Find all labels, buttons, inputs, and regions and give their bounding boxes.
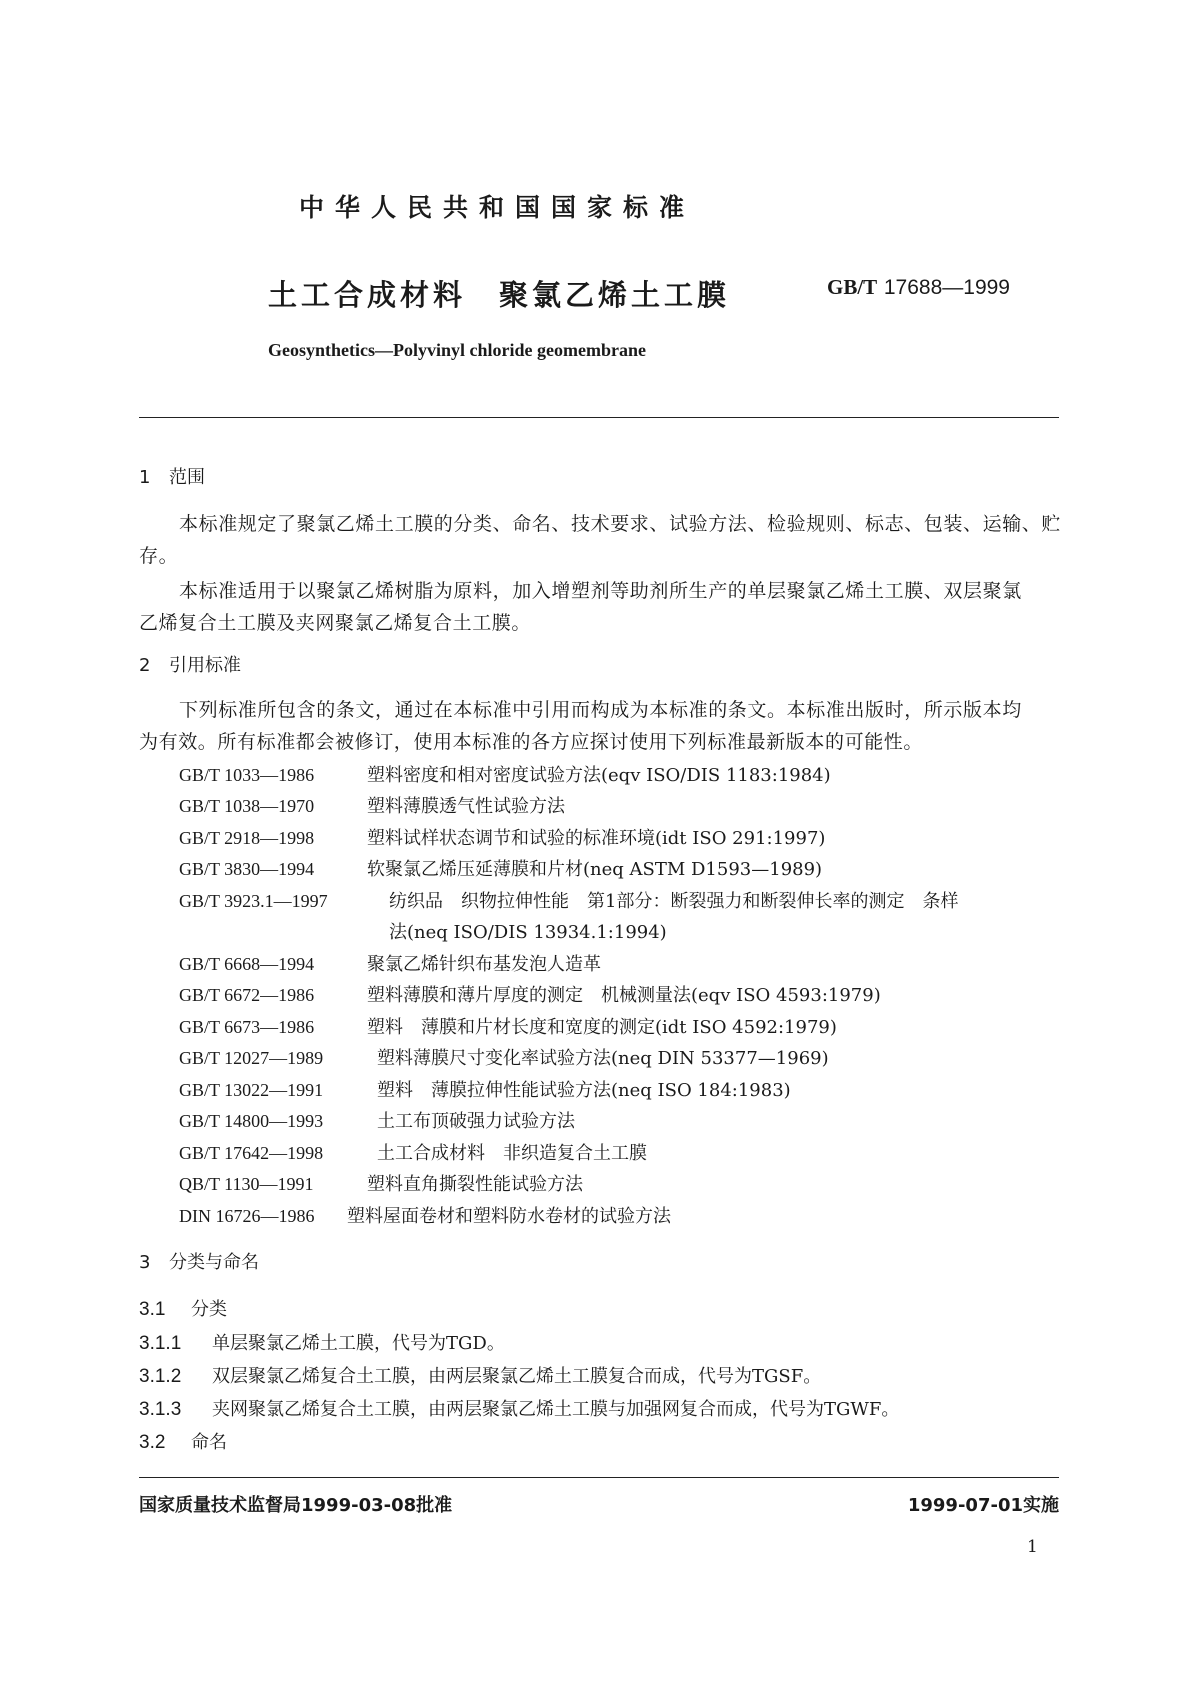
reference-title: 土工布顶破强力试验方法 xyxy=(377,1111,575,1132)
reference-title: 塑料屋面卷材和塑料防水卷材的试验方法 xyxy=(347,1206,671,1227)
clause-number: 3.1.2 xyxy=(139,1366,182,1387)
reference-title: 软聚氯乙烯压延薄膜和片材(neq ASTM D1593—1989) xyxy=(367,859,823,880)
clause-item xyxy=(139,1295,227,1321)
reference-item-continuation: 法(neq ISO/DIS 13934.1:1994) xyxy=(389,922,667,943)
reference-title: 塑料薄膜透气性试验方法 xyxy=(367,796,565,817)
section-number: 1 xyxy=(139,467,151,488)
effective-date: 1999-07-01实施 xyxy=(907,1495,1059,1516)
reference-code: GB/T 2918—1998 xyxy=(179,828,315,848)
reference-code: GB/T 14800—1993 xyxy=(179,1111,324,1131)
clause-item xyxy=(139,1329,505,1355)
clause-number: 3.1.3 xyxy=(139,1399,182,1420)
reference-title: 塑料薄膜尺寸变化率试验方法(neq DIN 53377—1969) xyxy=(377,1048,829,1069)
reference-code: GB/T 6673—1986 xyxy=(179,1017,315,1037)
clause-text: 夹网聚氯乙烯复合土工膜，由两层聚氯乙烯土工膜与加强网复合而成，代号为TGWF。 xyxy=(212,1399,900,1420)
clause-text: 分类 xyxy=(191,1299,227,1320)
reference-title: 塑料薄膜和薄片厚度的测定 机械测量法(eqv ISO 4593:1979) xyxy=(367,985,881,1006)
standard-code-prefix: GB/T xyxy=(827,275,878,299)
section-2-heading xyxy=(139,651,241,677)
section-1-heading xyxy=(139,463,205,489)
page-number: 1 xyxy=(1027,1537,1038,1557)
reference-title: 土工合成材料 非织造复合土工膜 xyxy=(377,1143,647,1164)
reference-title: 聚氯乙烯针织布基发泡人造革 xyxy=(367,954,601,975)
reference-code: GB/T 6668—1994 xyxy=(179,954,315,974)
reference-item xyxy=(179,1076,791,1102)
clause-number: 3.1.1 xyxy=(139,1333,182,1354)
reference-item xyxy=(179,792,565,818)
clause-text: 双层聚氯乙烯复合土工膜，由两层聚氯乙烯土工膜复合而成，代号为TGSF。 xyxy=(212,1366,822,1387)
paragraph-line: 乙烯复合土工膜及夹网聚氯乙烯复合土工膜。 xyxy=(139,612,532,634)
reference-item xyxy=(179,950,601,976)
reference-title: 塑料 薄膜拉伸性能试验方法(neq ISO 184:1983) xyxy=(377,1080,791,1101)
clause-item xyxy=(139,1428,227,1454)
english-title: Geosynthetics—Polyvinyl chloride geomembrane xyxy=(268,340,646,360)
clause-item xyxy=(139,1362,821,1388)
reference-code: GB/T 13022—1991 xyxy=(179,1080,324,1100)
section-number: 2 xyxy=(139,655,151,676)
reference-title: 塑料试样状态调节和试验的标准环境(idt ISO 291:1997) xyxy=(367,828,826,849)
reference-item xyxy=(179,1044,829,1070)
clause-text: 命名 xyxy=(191,1432,227,1453)
section-title: 范围 xyxy=(169,467,205,488)
paragraph-line: 本标准适用于以聚氯乙烯树脂为原料，加入增塑剂等助剂所生产的单层聚氯乙烯土工膜、双层聚氯 xyxy=(179,580,1022,602)
clause-number: 3.2 xyxy=(139,1432,166,1453)
reference-item xyxy=(179,1170,583,1196)
reference-item xyxy=(179,1139,647,1165)
reference-code: GB/T 3830—1994 xyxy=(179,859,315,879)
header-divider xyxy=(139,417,1059,418)
section-number: 3 xyxy=(139,1252,151,1273)
reference-item xyxy=(179,1013,837,1039)
paragraph-line: 存。 xyxy=(139,545,179,567)
reference-code: GB/T 1033—1986 xyxy=(179,765,315,785)
section-title: 引用标准 xyxy=(169,655,241,676)
reference-title: 塑料 薄膜和片材长度和宽度的测定(idt ISO 4592:1979) xyxy=(367,1017,837,1038)
reference-title: 塑料直角撕裂性能试验方法 xyxy=(367,1174,583,1195)
issuing-country-header: 中华人民共和国国家标准 xyxy=(299,193,696,222)
reference-item xyxy=(179,1107,575,1133)
paragraph-line: 为有效。所有标准都会被修订，使用本标准的各方应探讨使用下列标准最新版本的可能性。 xyxy=(139,731,924,753)
section-title: 分类与命名 xyxy=(169,1252,259,1273)
standard-code xyxy=(827,275,1010,300)
section-3-heading xyxy=(139,1248,259,1274)
clause-number: 3.1 xyxy=(139,1299,166,1320)
reference-code: GB/T 12027—1989 xyxy=(179,1048,324,1068)
reference-item xyxy=(179,1202,671,1228)
reference-code: GB/T 1038—1970 xyxy=(179,796,315,816)
footer-divider xyxy=(139,1477,1059,1478)
clause-item xyxy=(139,1395,899,1421)
reference-code: GB/T 3923.1—1997 xyxy=(179,891,328,911)
reference-title: 纺织品 织物拉伸性能 第1部分：断裂强力和断裂伸长率的测定 条样 xyxy=(389,891,959,912)
reference-item xyxy=(179,855,822,881)
reference-item xyxy=(179,887,958,913)
clause-text: 单层聚氯乙烯土工膜，代号为TGD。 xyxy=(212,1333,505,1354)
approval-date: 国家质量技术监督局1999-03-08批准 xyxy=(139,1495,453,1516)
paragraph-line: 下列标准所包含的条文，通过在本标准中引用而构成为本标准的条文。本标准出版时，所示版本均 xyxy=(179,699,1022,721)
paragraph-line: 本标准规定了聚氯乙烯土工膜的分类、命名、技术要求、试验方法、检验规则、标志、包装、运输、贮 xyxy=(179,513,1062,535)
reference-title: 塑料密度和相对密度试验方法(eqv ISO/DIS 1183:1984) xyxy=(367,765,831,786)
reference-code: DIN 16726—1986 xyxy=(179,1206,315,1226)
reference-code: GB/T 6672—1986 xyxy=(179,985,315,1005)
reference-code: GB/T 17642—1998 xyxy=(179,1143,324,1163)
reference-item xyxy=(179,981,881,1007)
standard-code-number: 17688—1999 xyxy=(883,276,1010,299)
reference-item xyxy=(179,761,831,787)
reference-item xyxy=(179,824,825,850)
standard-title: 土工合成材料 聚氯乙烯土工膜 xyxy=(268,278,731,312)
reference-code: QB/T 1130—1991 xyxy=(179,1174,314,1194)
